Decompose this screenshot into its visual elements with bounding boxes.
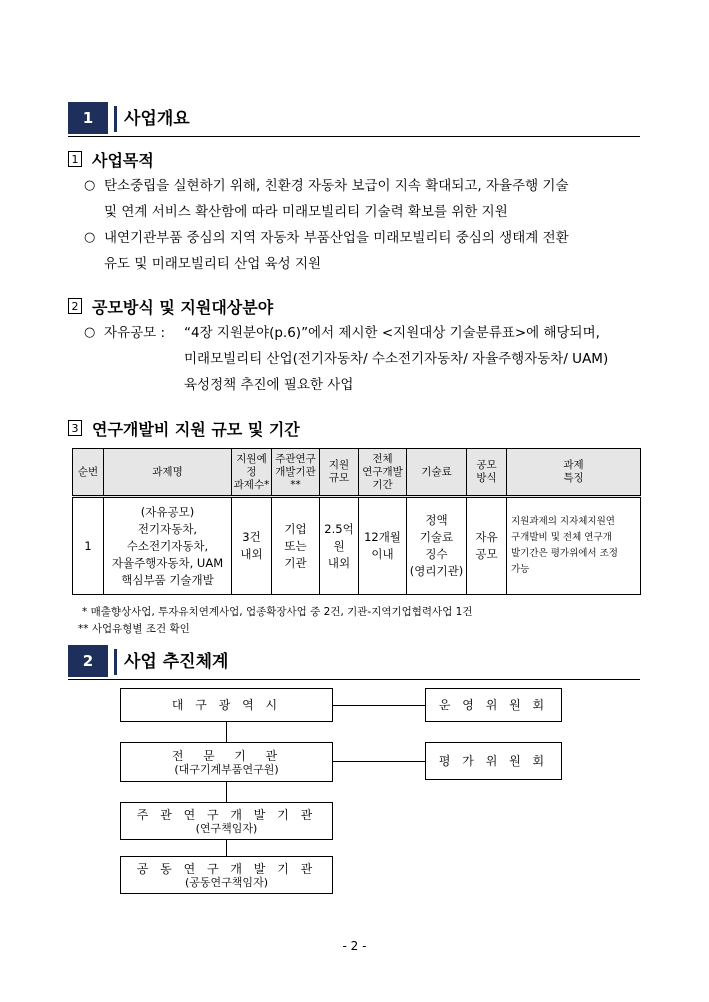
org-box-joint-rnd-org: [120, 856, 333, 894]
section-number: 2: [68, 645, 108, 677]
section-number: 1: [68, 102, 108, 134]
org-box-label: 전 문 기 관: [171, 748, 282, 763]
method-line-1: “4장 지원분야(p.6)”에서 제시한 <지원대상 기술분류표>에 해당되며,: [184, 325, 600, 341]
support-scale-table: [72, 448, 641, 595]
cell-amount: 2.5억원 내외: [320, 497, 359, 595]
section-header-overview: [68, 102, 640, 137]
header-lead-org: 주관연구 개발기관**: [272, 449, 320, 497]
table-row: [73, 497, 641, 595]
subsection-title: 사업목적: [92, 150, 154, 170]
org-box-sublabel: (연구책임자): [195, 821, 258, 835]
section-divider-bar: [114, 649, 117, 675]
subsection-number-box: 3: [68, 420, 82, 436]
page-number: - 2 -: [342, 939, 367, 953]
org-box-sublabel: (대구기계부품연구원): [174, 762, 279, 776]
cell-count: 3건 내외: [232, 497, 272, 595]
method-line-2: 미래모빌리티 산업(전기자동차/ 수소전기자동차/ 자율주행자동차/ UAM): [184, 351, 609, 367]
org-box-label: 평 가 위 원 회: [438, 754, 549, 768]
cell-type: 자유 공모: [467, 497, 507, 595]
header-type: 공모 방식: [467, 449, 507, 497]
org-box-label: 공 동 연 구 개 발 기 관: [136, 861, 317, 876]
purpose-item-2-line-1: 내연기관부품 중심의 지역 자동차 부품산업을 미래모빌리티 중심의 생태계 전환: [104, 230, 569, 246]
org-box-label: 운 영 위 원 회: [438, 698, 549, 712]
header-no: 순번: [73, 449, 104, 497]
cell-period: 12개월 이내: [359, 497, 407, 595]
cell-fee: 정액 기술료 징수 (영리기관): [407, 497, 467, 595]
header-project-name: 과제명: [104, 449, 232, 497]
org-box-specialized-agency: [120, 742, 333, 782]
subsection-scale: [68, 417, 300, 439]
header-feature: 과제 특징: [507, 449, 641, 497]
purpose-item-2-line-2: 유도 및 미래모빌리티 산업 육성 지원: [104, 256, 322, 272]
cell-lead-org: 기업 또는 기관: [272, 497, 320, 595]
org-chart-connector-ops: [333, 705, 425, 706]
purpose-item-1-line-1: 탄소중립을 실현하기 위해, 친환경 자동차 보급이 지속 확대되고, 자율주행 기술: [104, 178, 569, 194]
table-note-2: ** 사업유형별 조건 확인: [78, 623, 190, 635]
cell-project-name: (자유공모) 전기자동차, 수소전기자동차, 자율주행자동차, UAM 핵심부품 기술개발: [104, 497, 232, 595]
section-divider-bar: [114, 106, 117, 132]
header-count: 지원예정 과제수*: [232, 449, 272, 497]
org-chart-connector-eval: [333, 761, 425, 762]
section-header-structure: [68, 645, 640, 680]
subsection-title: 연구개발비 지원 규모 및 기간: [92, 419, 300, 439]
section-title: 사업개요: [124, 109, 190, 129]
cell-feature: 지원과제의 지자체지원연 구개발비 및 전체 연구개 발기간은 평가위에서 조정 가능: [507, 497, 641, 595]
cell-no: 1: [73, 497, 104, 595]
bullet-circle: ○: [84, 178, 96, 193]
purpose-item-1-line-2: 및 연계 서비스 확산함에 따라 미래모빌리티 기술력 확보를 위한 지원: [104, 204, 508, 220]
table-header-row: [73, 449, 641, 497]
header-amount: 지원 규모: [320, 449, 359, 497]
org-box-label: 주 관 연 구 개 발 기 관: [136, 807, 317, 822]
method-label: 자유공모 :: [104, 325, 166, 341]
subsection-method: [68, 295, 273, 317]
org-box-label: 대 구 광 역 시: [171, 698, 282, 712]
org-box-daegu-city: [120, 688, 333, 722]
org-box-lead-rnd-org: [120, 802, 333, 840]
subsection-number-box: 1: [68, 151, 82, 167]
bullet-circle: ○: [84, 230, 96, 245]
method-line-3: 육성정책 추진에 필요한 사업: [184, 377, 354, 393]
org-box-sublabel: (공동연구책임자): [185, 875, 268, 889]
subsection-purpose: [68, 148, 154, 170]
subsection-title: 공모방식 및 지원대상분야: [92, 297, 274, 317]
table-note-1: * 매출향상사업, 투자유치연계사업, 업종확장사업 중 2건, 기관-지역기업협력사업 1건: [82, 606, 473, 618]
section-title: 사업 추진체계: [124, 652, 229, 672]
bullet-circle: ○: [84, 325, 96, 340]
header-period: 전체 연구개발 기간: [359, 449, 407, 497]
subsection-number-box: 2: [68, 298, 82, 314]
header-fee: 기술료: [407, 449, 467, 497]
org-box-operation-committee: [425, 688, 562, 722]
org-box-evaluation-committee: [425, 742, 562, 780]
